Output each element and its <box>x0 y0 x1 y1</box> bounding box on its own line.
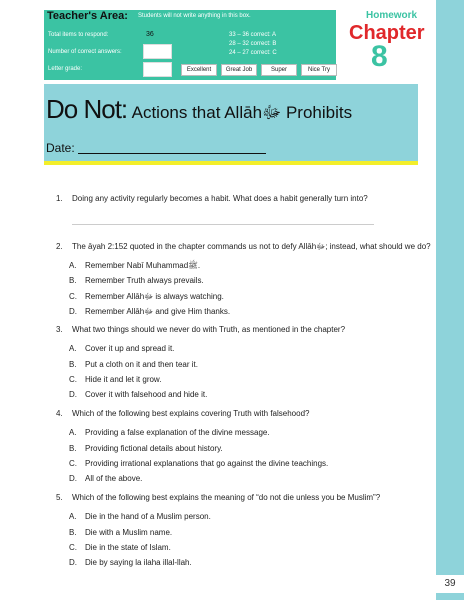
date-label: Date: <box>46 141 75 155</box>
option-5d[interactable]: D. Die by saying la ilaha illal-llah. <box>69 558 192 567</box>
option-2a[interactable]: A. Remember Nabī Muhammadﷺ. <box>69 261 201 270</box>
question-text: Doing any activity regularly becomes a habit. What does a habit generally turn into? <box>72 194 368 203</box>
question-number: 1. <box>56 194 63 203</box>
option-3d[interactable]: D. Cover it with falsehood and hide it. <box>69 390 208 399</box>
page-title-sub: Actions that Allāhﷻ Prohibits <box>131 103 353 122</box>
question-number: 5. <box>56 493 63 502</box>
option-2c[interactable]: C. Remember Allāhﷻ is always watching. <box>69 292 224 301</box>
side-bar <box>436 0 464 600</box>
option-4a[interactable]: A. Providing a false explanation of the divine message. <box>69 428 270 437</box>
question-2 <box>56 241 431 253</box>
question-number: 2. <box>56 242 63 251</box>
score-range-a: 33 – 36 correct: A <box>229 32 277 38</box>
total-items-value: 36 <box>146 31 154 38</box>
option-4d[interactable]: D. All of the above. <box>69 474 143 483</box>
option-2d[interactable]: D. Remember Allāhﷻ and give Him thanks. <box>69 307 231 316</box>
question-5 <box>56 493 380 502</box>
option-2b[interactable]: B. Remember Truth always prevails. <box>69 276 204 285</box>
page-title <box>46 94 352 127</box>
score-range-c: 24 – 27 correct: C <box>229 50 277 56</box>
question-3 <box>56 325 345 334</box>
page-title-main: Do Not: <box>46 94 128 124</box>
option-3c[interactable]: C. Hide it and let it grow. <box>69 375 162 384</box>
total-items-label: Total items to respond: <box>48 32 109 38</box>
option-5c[interactable]: C. Die in the state of Islam. <box>69 543 171 552</box>
option-5b[interactable]: B. Die with a Muslim name. <box>69 528 173 537</box>
homework-label: Homework <box>366 10 418 21</box>
question-text: Which of the following best explains covering Truth with falsehood? <box>72 409 310 418</box>
rating-super-button[interactable]: Super <box>261 64 297 76</box>
title-underline-bar <box>44 161 418 165</box>
date-field[interactable] <box>78 153 266 154</box>
page-number: 39 <box>436 575 464 593</box>
question-number: 3. <box>56 325 63 334</box>
letter-grade-label: Letter grade: <box>48 66 83 72</box>
rating-nice-try-button[interactable]: Nice Try <box>301 64 337 76</box>
option-3b[interactable]: B. Put a cloth on it and then tear it. <box>69 360 198 369</box>
chapter-number: 8 <box>371 40 388 73</box>
question-4 <box>56 409 309 418</box>
correct-answers-label: Number of correct answers: <box>48 49 122 55</box>
question-text: What two things should we never do with Truth, as mentioned in the chapter? <box>72 325 346 334</box>
question-text: Which of the following best explains the meaning of “do not die unless you be Muslim”? <box>72 493 381 502</box>
question-text: The āyah 2:152 quoted in the chapter commands us not to defy Allāhﷻ; instead, what should we do? <box>72 242 431 251</box>
question-1 <box>56 194 368 203</box>
answer-line-1[interactable] <box>72 224 374 225</box>
letter-grade-box[interactable] <box>143 62 172 77</box>
teacher-area-title: Teacher's Area: <box>47 10 128 22</box>
rating-excellent-button[interactable]: Excellent <box>181 64 217 76</box>
teacher-area-note: Students will not write anything in this box. <box>138 13 251 19</box>
option-4c[interactable]: C. Providing irrational explanations that go against the divine teachings. <box>69 459 329 468</box>
option-4b[interactable]: B. Providing fictional details about history. <box>69 444 223 453</box>
score-range-b: 28 – 32 correct: B <box>229 41 277 47</box>
rating-great-job-button[interactable]: Great Job <box>221 64 257 76</box>
option-5a[interactable]: A. Die in the hand of a Muslim person. <box>69 512 211 521</box>
chapter-label: Chapter <box>349 22 425 44</box>
correct-answers-box[interactable] <box>143 44 172 59</box>
option-3a[interactable]: A. Cover it up and spread it. <box>69 344 175 353</box>
question-number: 4. <box>56 409 63 418</box>
